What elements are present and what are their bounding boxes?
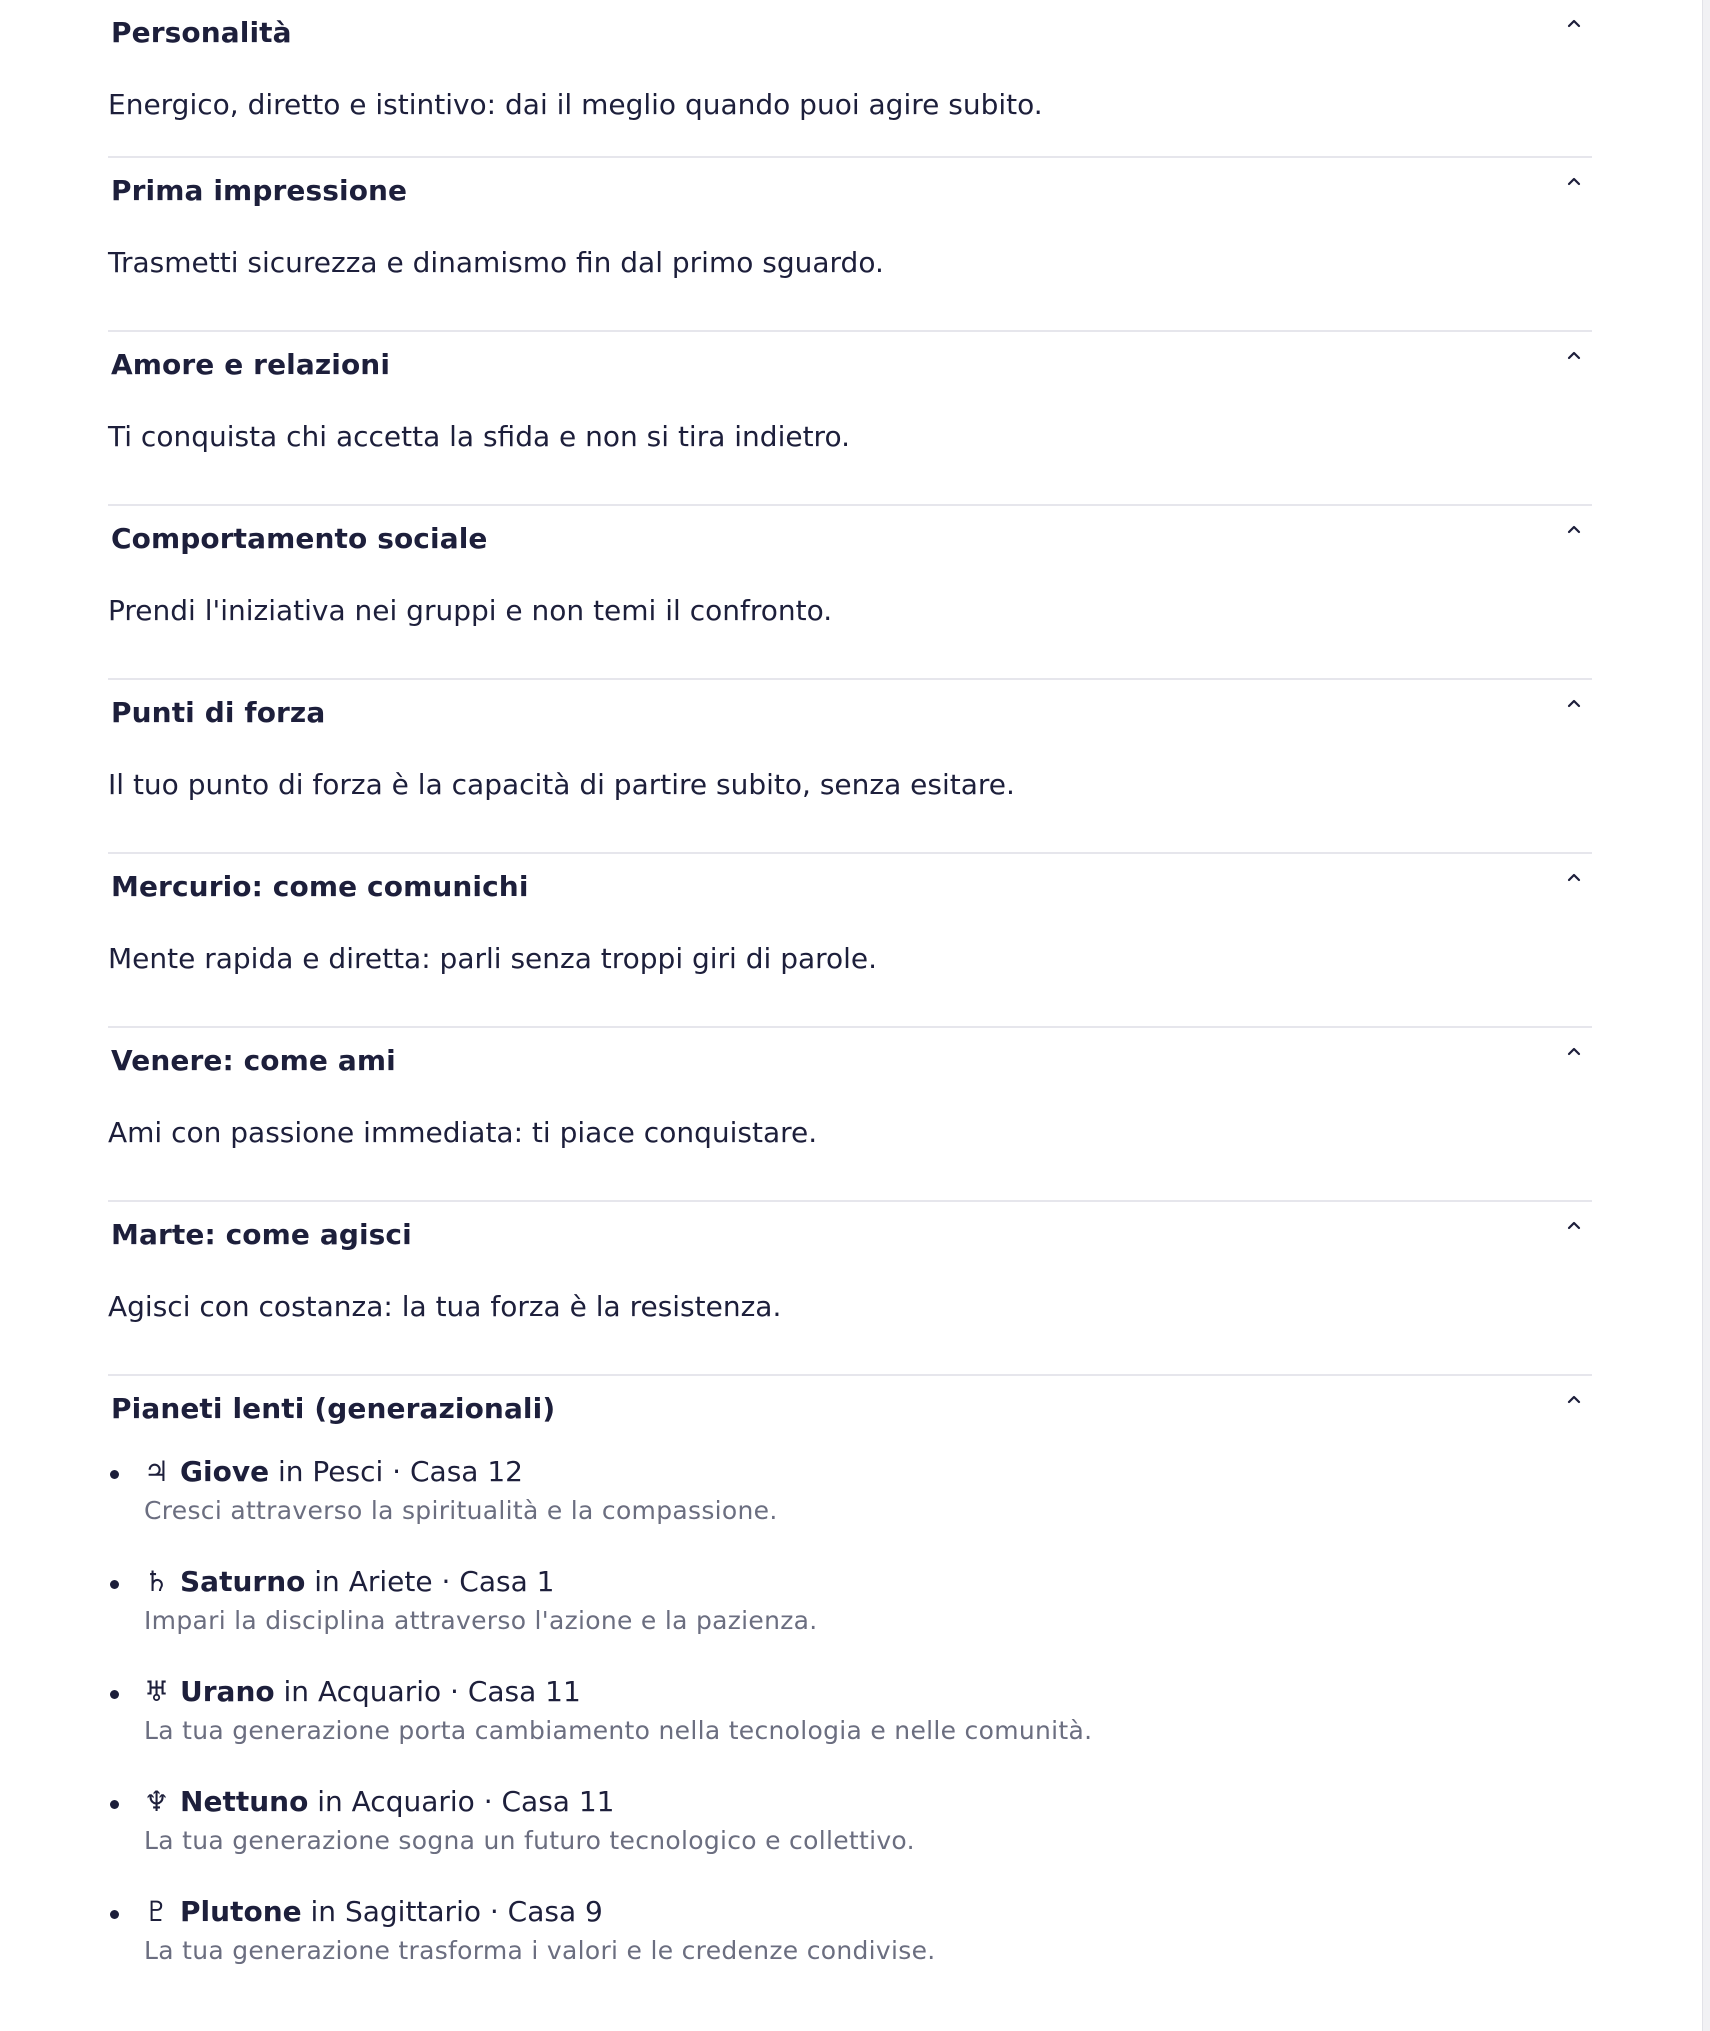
planet-name: Nettuno bbox=[180, 1785, 309, 1818]
chevron-up-icon[interactable] bbox=[1564, 868, 1584, 888]
section-amore-relazioni bbox=[108, 332, 1592, 506]
section-mercurio bbox=[108, 854, 1592, 1028]
section-title: Marte: come agisci bbox=[111, 1218, 412, 1251]
planet-placement: in Pesci · Casa 12 bbox=[277, 1455, 523, 1488]
section-header[interactable] bbox=[108, 0, 1592, 72]
section-header[interactable] bbox=[108, 1202, 1592, 1274]
planet-list bbox=[108, 1452, 1592, 2002]
chevron-up-icon[interactable] bbox=[1564, 1390, 1584, 1410]
planet-placement: in Acquario · Casa 11 bbox=[283, 1675, 581, 1708]
chevron-up-icon[interactable] bbox=[1564, 1216, 1584, 1236]
section-body: Mente rapida e diretta: parli senza troppi giri di parole. bbox=[108, 942, 878, 975]
accordion-list bbox=[108, 0, 1592, 1998]
chevron-up-icon[interactable] bbox=[1564, 1042, 1584, 1062]
planet-line bbox=[144, 1672, 1592, 1712]
planet-description: La tua generazione porta cambiamento nella tecnologia e nelle comunità. bbox=[144, 1716, 1093, 1745]
section-prima-impressione bbox=[108, 158, 1592, 332]
section-title: Pianeti lenti (generazionali) bbox=[111, 1392, 556, 1425]
chevron-up-icon[interactable] bbox=[1564, 520, 1584, 540]
section-body: Energico, diretto e istintivo: dai il meglio quando puoi agire subito. bbox=[108, 88, 1043, 121]
section-body: Trasmetti sicurezza e dinamismo fin dal primo sguardo. bbox=[108, 246, 884, 279]
section-header[interactable] bbox=[108, 680, 1592, 752]
section-header[interactable] bbox=[108, 506, 1592, 578]
section-header[interactable] bbox=[108, 158, 1592, 230]
section-title: Amore e relazioni bbox=[111, 348, 391, 381]
section-header[interactable] bbox=[108, 1376, 1592, 1448]
list-item bbox=[108, 1452, 1592, 1562]
section-body: Prendi l'iniziativa nei gruppi e non temi il confronto. bbox=[108, 594, 833, 627]
planet-placement: in Ariete · Casa 1 bbox=[314, 1565, 555, 1598]
planet-line bbox=[144, 1892, 1592, 1932]
chevron-up-icon[interactable] bbox=[1564, 694, 1584, 714]
uranus-icon: ♅ bbox=[144, 1675, 170, 1708]
saturn-icon: ♄ bbox=[144, 1565, 170, 1598]
bullet bbox=[110, 1800, 119, 1809]
planet-placement: in Acquario · Casa 11 bbox=[317, 1785, 615, 1818]
planet-description: Impari la disciplina attraverso l'azione e la pazienza. bbox=[144, 1606, 818, 1635]
planet-line bbox=[144, 1562, 1592, 1602]
section-comportamento-sociale bbox=[108, 506, 1592, 680]
section-title: Prima impressione bbox=[111, 174, 408, 207]
planet-name: Saturno bbox=[180, 1565, 306, 1598]
chevron-up-icon[interactable] bbox=[1564, 172, 1584, 192]
section-header[interactable] bbox=[108, 854, 1592, 926]
planet-line bbox=[144, 1452, 1592, 1492]
section-title: Personalità bbox=[111, 16, 292, 49]
planet-description: Cresci attraverso la spiritualità e la compassione. bbox=[144, 1496, 778, 1525]
planet-placement: in Sagittario · Casa 9 bbox=[310, 1895, 603, 1928]
section-marte bbox=[108, 1202, 1592, 1376]
chevron-up-icon[interactable] bbox=[1564, 346, 1584, 366]
section-body: Ti conquista chi accetta la sfida e non si tira indietro. bbox=[108, 420, 850, 453]
list-item bbox=[108, 1892, 1592, 2002]
planet-description: La tua generazione trasforma i valori e le credenze condivise. bbox=[144, 1936, 936, 1965]
list-item bbox=[108, 1672, 1592, 1782]
bullet bbox=[110, 1580, 119, 1589]
section-header[interactable] bbox=[108, 1028, 1592, 1100]
pluto-icon: ♇ bbox=[144, 1895, 170, 1928]
section-pianeti-lenti bbox=[108, 1376, 1592, 1998]
bullet bbox=[110, 1910, 119, 1919]
list-item bbox=[108, 1562, 1592, 1672]
planet-line bbox=[144, 1782, 1592, 1822]
bullet bbox=[110, 1470, 119, 1479]
section-title: Venere: come ami bbox=[111, 1044, 396, 1077]
section-body: Agisci con costanza: la tua forza è la resistenza. bbox=[108, 1290, 782, 1323]
section-personalita bbox=[108, 0, 1592, 158]
planet-name: Urano bbox=[180, 1675, 275, 1708]
bullet bbox=[110, 1690, 119, 1699]
planet-name: Giove bbox=[180, 1455, 270, 1488]
list-item bbox=[108, 1782, 1592, 1892]
section-body: Il tuo punto di forza è la capacità di partire subito, senza esitare. bbox=[108, 768, 1015, 801]
section-title: Punti di forza bbox=[111, 696, 326, 729]
planet-description: La tua generazione sogna un futuro tecnologico e collettivo. bbox=[144, 1826, 915, 1855]
section-punti-di-forza bbox=[108, 680, 1592, 854]
section-title: Mercurio: come comunichi bbox=[111, 870, 529, 903]
chevron-up-icon[interactable] bbox=[1564, 14, 1584, 34]
section-header[interactable] bbox=[108, 332, 1592, 404]
section-title: Comportamento sociale bbox=[111, 522, 488, 555]
jupiter-icon: ♃ bbox=[144, 1455, 170, 1488]
section-venere bbox=[108, 1028, 1592, 1202]
neptune-icon: ♆ bbox=[144, 1785, 170, 1818]
page-scrollbar[interactable] bbox=[1702, 0, 1710, 2031]
section-body: Ami con passione immediata: ti piace conquistare. bbox=[108, 1116, 818, 1149]
planet-name: Plutone bbox=[180, 1895, 302, 1928]
